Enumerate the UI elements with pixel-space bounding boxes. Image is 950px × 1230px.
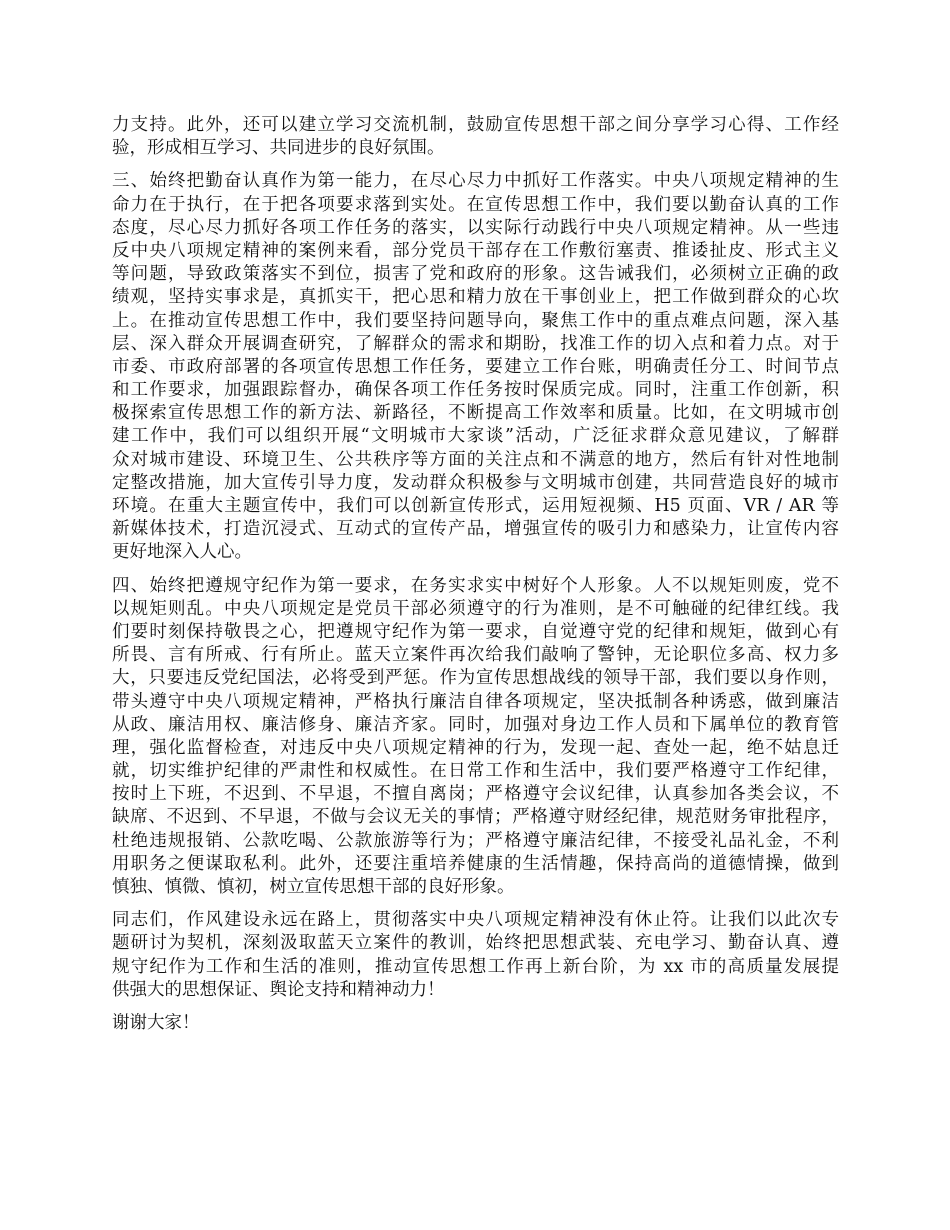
text-line: 层、深入群众开展调查研究，了解群众的需求和期盼，找准工作的切入点和着力点。对于 — [112, 333, 839, 354]
text-line: 们要时刻保持敬畏之心，把遵规守纪作为第一要求，自觉遵守党的纪律和规矩，做到心有 — [112, 621, 839, 642]
text-line: 和工作要求，加强跟踪督办，确保各项工作任务按时保质完成。同时，注重工作创新，积 — [112, 380, 839, 401]
text-line: 供强大的思想保证、舆论支持和精神动力！ — [112, 979, 445, 1000]
text-line: 规守纪作为工作和生活的准则，推动宣传思想工作再上新台阶，为 xx 市的高质量发展提 — [112, 956, 839, 977]
paragraph — [112, 909, 839, 1002]
text-line: 缺席、不迟到、不早退，不做与会议无关的事情；严格遵守财经纪律，规范财务审批程序， — [112, 807, 839, 828]
text-line: 慎独、慎微、慎初，树立宣传思想干部的良好形象。 — [112, 877, 515, 897]
text-line: 谢谢大家！ — [112, 1012, 200, 1033]
text-line: 环境。在重大主题宣传中，我们可以创新宣传形式，运用短视频、H5 页面、VR / AR 等 — [112, 496, 839, 516]
text-line: 市委、市政府部署的各项宣传思想工作任务，要建立工作台账，明确责任分工、时间节点 — [112, 356, 839, 377]
text-line: 定整改措施，加大宣传引导力度，发动群众积极参与文明城市创建，共同营造良好的城市 — [112, 472, 839, 493]
text-line: 四、始终把遵规守纪作为第一要求，在务实求实中树好个人形象。人不以规矩则废，党不 — [112, 575, 839, 596]
text-line: 就，切实维护纪律的严肃性和权威性。在日常工作和生活中，我们要严格遵守工作纪律， — [112, 761, 839, 782]
document-page — [112, 114, 839, 1045]
text-line: 杜绝违规报销、公款吃喝、公款旅游等行为；严格遵守廉洁纪律，不接受礼品礼金，不利 — [112, 830, 839, 851]
text-line: 众对城市建设、环境卫生、公共秩序等方面的关注点和不满意的地方，然后有针对性地制 — [112, 449, 839, 470]
text-line: 极探索宣传思想工作的新方法、新路径，不断提高工作效率和质量。比如，在文明城市创 — [112, 403, 839, 424]
text-line: 力支持。此外，还可以建立学习交流机制，鼓励宣传思想干部之间分享学习心得、工作经 — [112, 115, 839, 135]
text-line: 带头遵守中央八项规定精神，严格执行廉洁自律各项规定，坚决抵制各种诱惑，做到廉洁 — [112, 691, 839, 712]
text-line: 建工作中，我们可以组织开展“文明城市大家谈”活动，广泛征求群众意见建议，了解群 — [112, 426, 839, 447]
text-line: 等问题，导致政策落实不到位，损害了党和政府的形象。这告诫我们，必须树立正确的政 — [112, 264, 839, 285]
text-line: 理，强化监督检查，对违反中央八项规定精神的行为，发现一起、查处一起，绝不姑息迁 — [112, 737, 839, 758]
text-line: 题研讨为契机，深刻汲取蓝天立案件的教训，始终把思想武装、充电学习、勤奋认真、遵 — [112, 933, 839, 954]
text-line: 所畏、言有所戒、行有所止。蓝天立案件再次给我们敲响了警钟，无论职位多高、权力多 — [112, 645, 839, 666]
text-line: 绩观，坚持实事求是，真抓实干，把心思和精力放在干事创业上，把工作做到群众的心坎 — [112, 287, 839, 308]
text-line: 态度，尽心尽力抓好各项工作任务的落实，以实际行动践行中央八项规定精神。从一些违 — [112, 217, 839, 238]
text-line: 同志们，作风建设永远在路上，贯彻落实中央八项规定精神没有休止符。让我们以此次专 — [112, 910, 839, 931]
text-line: 更好地深入人心。 — [112, 542, 252, 563]
paragraph — [112, 1012, 839, 1035]
text-line: 三、始终把勤奋认真作为第一能力，在尽心尽力中抓好工作落实。中央八项规定精神的生 — [112, 171, 839, 192]
text-line: 验，形成相互学习、共同进步的良好氛围。 — [112, 138, 445, 159]
text-line: 上。在推动宣传思想工作中，我们要坚持问题导向，聚焦工作中的重点难点问题，深入基 — [112, 310, 839, 331]
text-line: 命力在于执行，在于把各项要求落到实处。在宣传思想工作中，我们要以勤奋认真的工作 — [112, 194, 839, 215]
text-line: 用职务之便谋取私利。此外，还要注重培养健康的生活情趣，保持高尚的道德情操，做到 — [112, 853, 839, 874]
paragraph — [112, 170, 839, 564]
text-line: 从政、廉洁用权、廉洁修身、廉洁齐家。同时，加强对身边工作人员和下属单位的教育管 — [112, 714, 839, 735]
text-line: 反中央八项规定精神的案例来看，部分党员干部存在工作敷衍塞责、推诿扯皮、形式主义 — [112, 240, 839, 261]
text-line: 以规矩则乱。中央八项规定是党员干部必须遵守的行为准则，是不可触碰的纪律红线。我 — [112, 598, 839, 619]
paragraph — [112, 114, 839, 160]
paragraph — [112, 575, 839, 900]
text-line: 按时上下班，不迟到、不早退，不擅自离岗；严格遵守会议纪律，认真参加各类会议，不 — [112, 784, 839, 805]
text-line: 新媒体技术，打造沉浸式、互动式的宣传产品，增强宣传的吸引力和感染力，让宣传内容 — [112, 519, 839, 540]
text-line: 大，只要违反党纪国法，必将受到严惩。作为宣传思想战线的领导干部，我们要以身作则， — [112, 668, 839, 689]
